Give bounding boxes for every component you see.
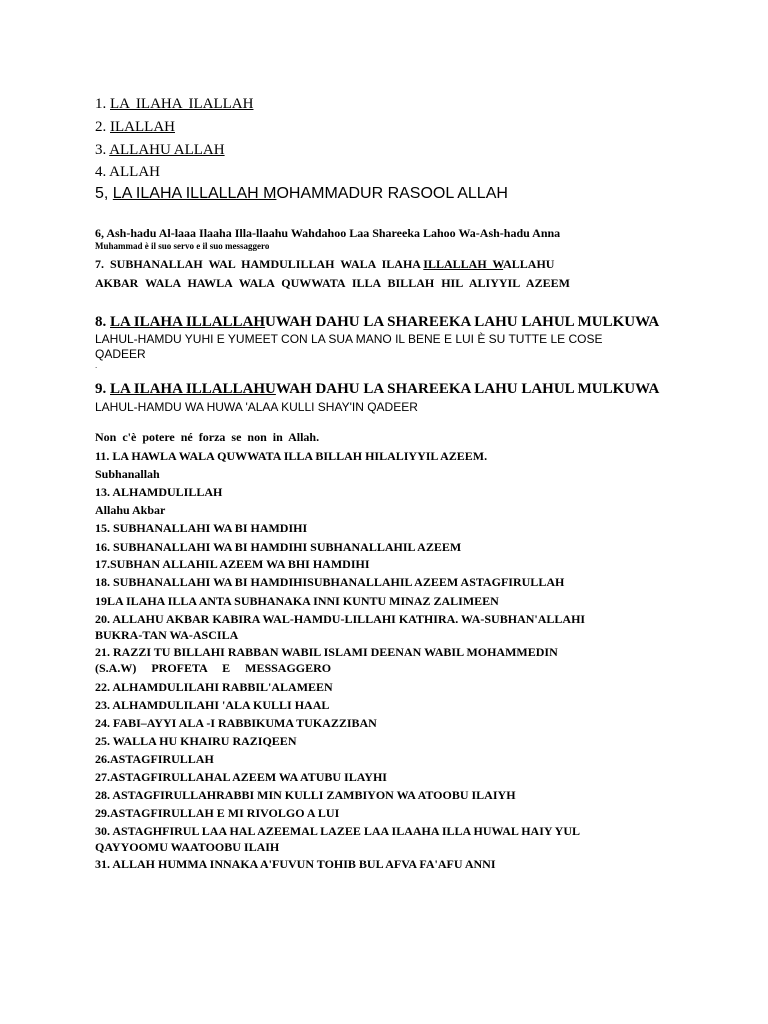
line-5-underlined: LA ILAHA ILLALLAH M: [112, 185, 277, 202]
line-1-number: 1.: [95, 96, 107, 112]
line-30: 30. ASTAGHFIRUL LAA HAL AZEEMAL LAZEE LAA ILAAHA ILLA HUWAL HAIY YUL: [95, 824, 581, 838]
line-17: 17.SUBHAN ALLAHIL AZEEM WA BHI HAMDIHI: [95, 557, 370, 571]
line-27: 27.ASTAGFIRULLAHAL AZEEM WA ATUBU ILAYHI: [95, 770, 387, 784]
line-6-translation: Muhammad è il suo servo e il suo messaggero: [95, 241, 270, 251]
line-20: 20. ALLAHU AKBAR KABIRA WAL-HAMDU-LILLAHI KATHIRA. WA-SUBHAN'ALLAHI: [95, 612, 586, 626]
line-12: Subhanallah: [95, 467, 160, 481]
line-8-rest: UWAH DAHU LA SHAREEKA LAHU LAHUL MULKUWA: [265, 314, 660, 330]
line-23: 23. ALHAMDULILAHI 'ALA KULLI HAAL: [95, 698, 330, 712]
line-2-number: 2.: [95, 119, 107, 135]
line-9-translation: LAHUL-HAMDU WA HUWA 'ALAA KULLI SHAY'IN QADEER: [95, 400, 418, 414]
line-1-text: LA ILAHA ILALLAH: [110, 96, 254, 112]
line-8-dot: .: [95, 361, 98, 370]
line-4: 4. ALLAH: [95, 164, 160, 180]
line-9-number: 9.: [95, 381, 107, 397]
line-22: 22. ALHAMDULILAHI RABBIL'ALAMEEN: [95, 680, 333, 694]
line-14: Allahu Akbar: [95, 503, 166, 517]
line-5-number: 5,: [95, 185, 109, 202]
line-5-rest: OHAMMADUR RASOOL ALLAH: [276, 185, 508, 202]
line-6: 6, Ash-hadu Al-laaa Ilaaha Illa-llaahu Wahdahoo Laa Shareeka Lahoo Wa-Ash-hadu Anna: [95, 226, 561, 240]
line-7-continued: AKBAR WALA HAWLA WALA QUWWATA ILLA BILLAH HIL ALIYYIL AZEEM: [95, 276, 570, 290]
line-2: [95, 119, 175, 136]
line-2-text: ILALLAH: [110, 119, 175, 135]
line-9-rest: WAH DAHU LA SHAREEKA LAHU LAHUL MULKUWA: [275, 381, 660, 397]
line-8-number: 8.: [95, 314, 107, 330]
line-3-text: ALLAHU ALLAH: [109, 142, 225, 158]
line-8: [95, 314, 659, 331]
line-31: 31. ALLAH HUMMA INNAKA A'FUVUN TOHIB BUL AFVA FA'AFU ANNI: [95, 857, 496, 871]
line-20-continued: BUKRA-TAN WA-ASCILA: [95, 628, 239, 642]
line-30-continued: QAYYOOMU WAATOOBU ILAIH: [95, 840, 280, 854]
line-10: Non c'è potere né forza se non in Allah.: [95, 430, 320, 444]
line-7-start: 7. SUBHANALLAH WAL HAMDULILLAH WALA ILAHA: [95, 257, 424, 271]
line-8-underlined: LA ILAHA ILLALLAH: [110, 314, 266, 330]
line-9: [95, 381, 659, 398]
line-19: 19LA ILAHA ILLA ANTA SUBHANAKA INNI KUNTU MINAZ ZALIMEEN: [95, 594, 499, 608]
line-24: 24. FABI–AYYI ALA -I RABBIKUMA TUKAZZIBAN: [95, 716, 377, 730]
line-3: [95, 142, 232, 159]
line-13: 13. ALHAMDULILLAH: [95, 485, 223, 499]
line-1: [95, 96, 253, 113]
line-18: 18. SUBHANALLAHI WA BI HAMDIHISUBHANALLAHIL AZEEM ASTAGFIRULLAH: [95, 575, 565, 589]
line-29: 29.ASTAGFIRULLAH E MI RIVOLGO A LUI: [95, 806, 340, 820]
line-7: [95, 257, 554, 272]
line-28: 28. ASTAGFIRULLAHRABBI MIN KULLI ZAMBIYON WA ATOOBU ILAIYH: [95, 788, 516, 802]
line-21-continued: (S.A.W) PROFETA E MESSAGGERO: [95, 661, 332, 675]
line-15: 15. SUBHANALLAHI WA BI HAMDIHI: [95, 521, 308, 535]
line-3-number: 3.: [95, 142, 107, 158]
line-11: 11. LA HAWLA WALA QUWWATA ILLA BILLAH HILALIYYIL AZEEM.: [95, 449, 488, 463]
line-8-translation: LAHUL-HAMDU YUHI E YUMEET CON LA SUA MANO IL BENE E LUI È SU TUTTE LE COSE: [95, 332, 603, 346]
line-9-underlined: LA ILAHA ILLALLAHU: [110, 381, 276, 397]
line-7-end: ALLAHU: [503, 257, 555, 271]
line-5: [95, 185, 508, 203]
line-8-translation-end: QADEER: [95, 347, 146, 361]
line-16: 16. SUBHANALLAHI WA BI HAMDIHI SUBHANALLAHIL AZEEM: [95, 540, 462, 554]
line-26: 26.ASTAGFIRULLAH: [95, 752, 214, 766]
line-7-underlined: ILLALLAH W: [423, 257, 504, 271]
line-25: 25. WALLA HU KHAIRU RAZIQEEN: [95, 734, 297, 748]
line-21: 21. RAZZI TU BILLAHI RABBAN WABIL ISLAMI DEENAN WABIL MOHAMMEDIN: [95, 645, 558, 659]
